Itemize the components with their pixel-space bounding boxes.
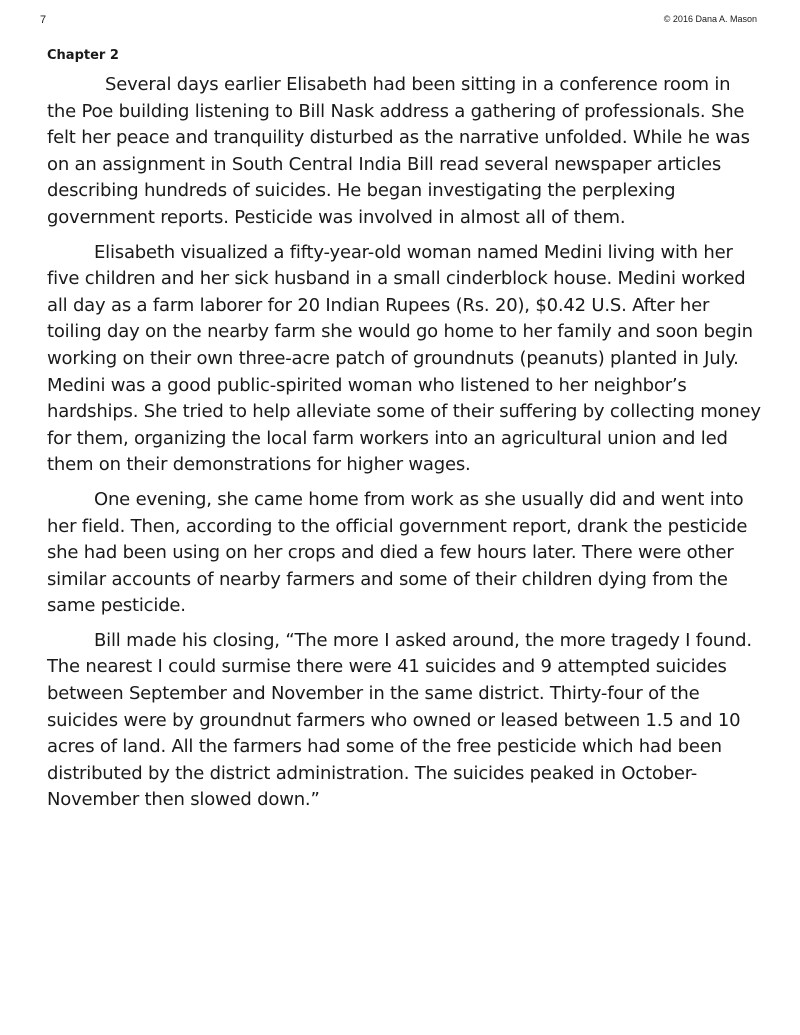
- paragraph-4: Bill made his closing, “The more I asked around, the more tragedy I found. The nearest I could surmise there were 41 suicides and 9 attempted suicides between September and November in the same district. Thirty-four of the suicides were by groundnut farmers who owned or leased between 1.5 and 10 acres of land. All the farmers had some of the free pesticide which had been distributed by the district administration. The suicides peaked in October-November then slowed down.”: [47, 629, 752, 811]
- chapter-body: [47, 72, 763, 822]
- paragraph-2: Elisabeth visualized a fifty-year-old woman named Medini living with her five children and her sick husband in a small cinderblock house. Medini worked all day as a farm laborer for 20 Indian Rupees (Rs. 20), $0.42 U.S. After her toiling day on the nearby farm she would go home to her family and soon begin working on their own three-acre patch of groundnuts (peanuts) planted in July. Medini was a good public-spirited woman who listened to her neighbor’s hardships. She tried to help alleviate some of their suffering by collecting money for them, organizing the local farm workers into an agricultural union and led them on their demonstrations for higher wages.: [47, 241, 761, 476]
- chapter-title: Chapter 2: [47, 48, 119, 63]
- copyright-notice: © 2016 Dana A. Mason: [663, 14, 757, 24]
- paragraph-3: One evening, she came home from work as she usually did and went into her field. Then, according to the official government report, drank the pesticide she had been using on her crops and died a few hours later. There were other similar accounts of nearby farmers and some of their children dying from the same pesticide.: [47, 488, 748, 617]
- paragraph-1: Several days earlier Elisabeth had been sitting in a conference room in the Poe building listening to Bill Nask address a gathering of professionals. She felt her peace and tranquility disturbed as the narrative unfolded. While he was on an assignment in South Central India Bill read several newspaper articles describing hundreds of suicides. He began investigating the perplexing government reports. Pesticide was involved in almost all of them.: [47, 74, 750, 228]
- page-number: 7: [40, 14, 47, 26]
